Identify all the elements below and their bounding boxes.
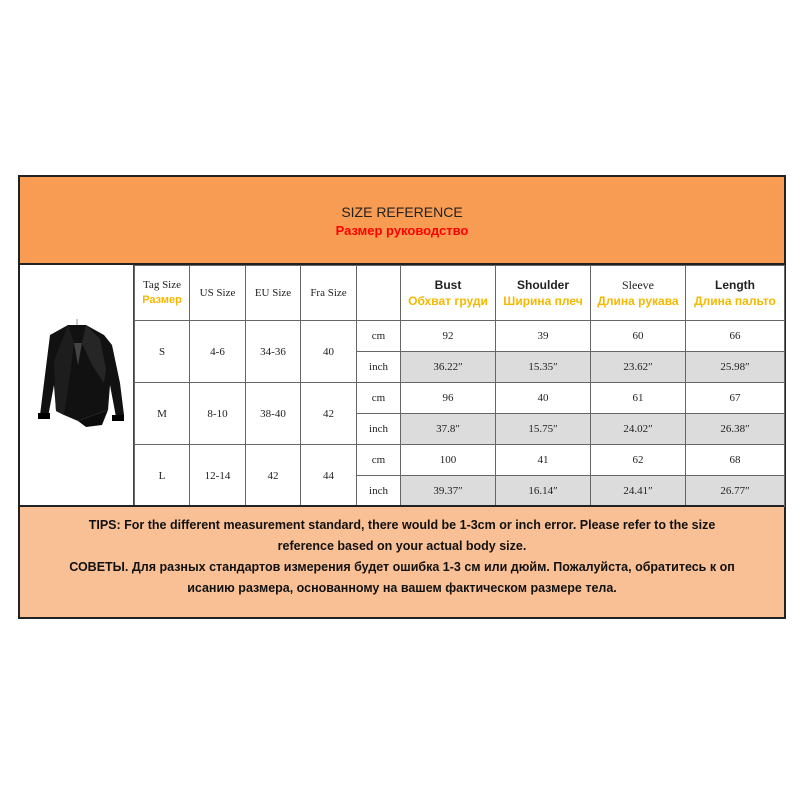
size-s-us: 4-6 [190,321,246,383]
col-bust [401,266,496,321]
size-s-bust-cm: 92 [401,321,496,352]
tips-ru-line2: исанию размера, основанному на вашем фактическом размере тела. [187,581,617,595]
size-l-us: 12-14 [190,445,246,507]
tag-size-label: Tag Size [142,279,182,291]
size-s-eu: 34-36 [246,321,301,383]
unit-inch: inch [357,352,401,383]
size-l-fra: 44 [301,445,357,507]
size-s-shoulder-cm: 39 [496,321,591,352]
chart-subtitle: Размер руководство [335,223,469,238]
chart-header [20,177,784,265]
size-l-sleeve-inch: 24.41″ [591,476,686,507]
unit-cm: cm [357,321,401,352]
size-l-length-inch: 26.77″ [686,476,785,507]
size-l-eu: 42 [246,445,301,507]
chart-title: SIZE REFERENCE [341,204,463,220]
size-m-us: 8-10 [190,383,246,445]
size-l-tag: L [135,445,190,507]
size-l-shoulder-cm: 41 [496,445,591,476]
size-l-sleeve-cm: 62 [591,445,686,476]
size-l-length-cm: 68 [686,445,785,476]
size-m-fra: 42 [301,383,357,445]
col-us-size: US Size [190,266,246,321]
unit-cm: cm [357,383,401,414]
size-s-tag: S [135,321,190,383]
bust-label: Bust [434,278,462,292]
col-shoulder [496,266,591,321]
size-s-sleeve-inch: 23.62″ [591,352,686,383]
size-s-length-cm: 66 [686,321,785,352]
col-fra-size: Fra Size [301,266,357,321]
bust-label-ru: Обхват груди [408,294,488,308]
tips-en-line2: reference based on your actual body size. [277,539,527,553]
col-unit [357,266,401,321]
length-label-ru: Длина пальто [694,294,776,308]
size-s-bust-inch: 36.22″ [401,352,496,383]
unit-cm: cm [357,445,401,476]
size-m-sleeve-cm: 61 [591,383,686,414]
size-s-sleeve-cm: 60 [591,321,686,352]
size-s-length-inch: 25.98″ [686,352,785,383]
black-cardigan-jacket-photo [20,265,134,505]
size-m-tag: M [135,383,190,445]
size-m-length-cm: 67 [686,383,785,414]
unit-inch: inch [357,476,401,507]
size-m-bust-cm: 96 [401,383,496,414]
shoulder-label: Shoulder [516,278,569,292]
col-sleeve [591,266,686,321]
length-label: Length [715,278,755,292]
size-s-shoulder-inch: 15.35″ [496,352,591,383]
product-image [20,265,134,505]
unit-inch: inch [357,414,401,445]
size-l-bust-inch: 39.37″ [401,476,496,507]
size-m-shoulder-cm: 40 [496,383,591,414]
col-length [686,266,785,321]
size-l-shoulder-inch: 16.14″ [496,476,591,507]
tips-box [20,505,784,617]
sleeve-label-ru: Длина рукава [597,294,679,308]
size-chart [18,175,786,619]
tag-size-label-ru: Размер [142,294,182,306]
col-tag-size [135,266,190,321]
size-table [134,265,785,507]
size-m-sleeve-inch: 24.02″ [591,414,686,445]
tips-ru-line1: СОВЕТЫ. Для разных стандартов измерения будет ошибка 1-3 см или дюйм. Пожалуйста, обратитесь к оп [69,560,735,574]
size-m-bust-inch: 37.8″ [401,414,496,445]
col-eu-size: EU Size [246,266,301,321]
shoulder-label-ru: Ширина плеч [503,294,583,308]
size-m-shoulder-inch: 15.75″ [496,414,591,445]
size-m-length-inch: 26.38″ [686,414,785,445]
tips-en-line1: TIPS: For the different measurement standard, there would be 1-3cm or inch error. Please refer to the size [88,518,716,532]
size-s-fra: 40 [301,321,357,383]
size-l-bust-cm: 100 [401,445,496,476]
size-m-eu: 38-40 [246,383,301,445]
sleeve-label: Sleeve [622,278,654,292]
